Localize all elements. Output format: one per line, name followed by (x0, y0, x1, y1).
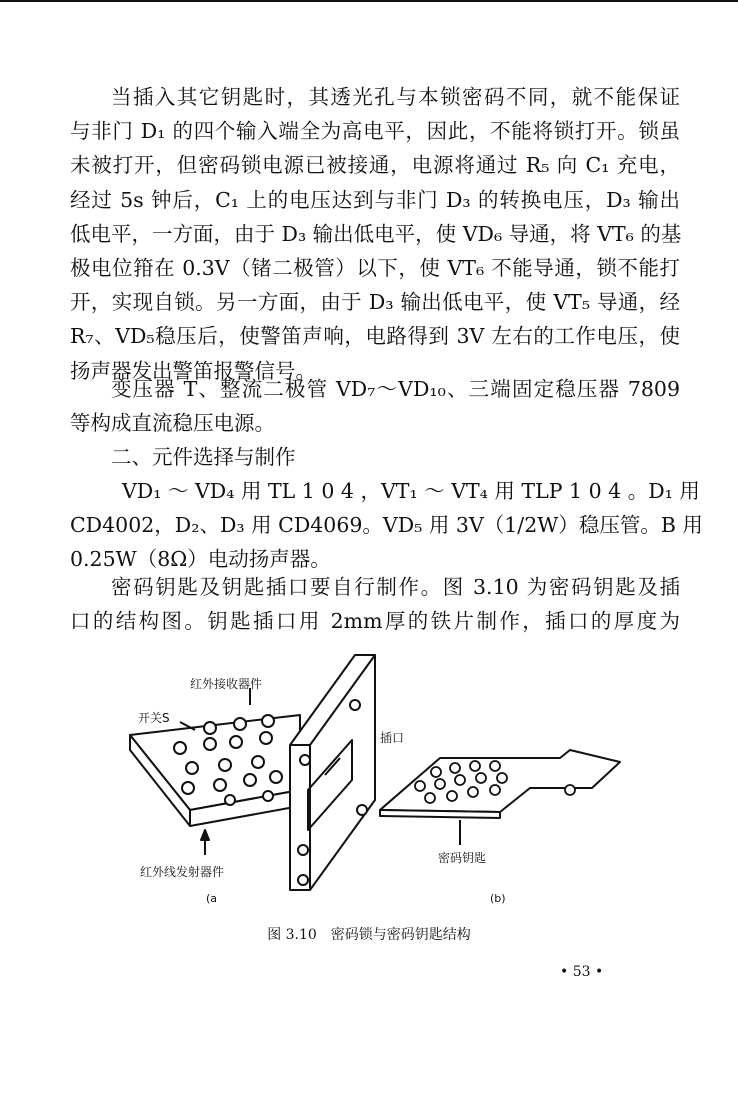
text-line: 经过 5s 钟后，C₁ 上的电压达到与非门 D₃ 的转换电压，D₃ 输出 (70, 187, 680, 212)
text-line: 扬声器发出警笛报警信号。 (70, 358, 316, 383)
text-line: 开，实现自锁。另一方面，由于 D₃ 输出低电平，使 VT₅ 导通，经 (70, 290, 680, 315)
label-switch: 开关S (138, 711, 170, 725)
text-line: CD4002，D₂、D₃ 用 CD4069。VD₅ 用 3V（1/2W）稳压管。B 用 (70, 513, 703, 538)
figure-3-10 (100, 650, 660, 915)
text-line: 未被打开，但密码锁电源已被接通，电源将通过 R₅ 向 C₁ 充电， (70, 153, 680, 178)
heading-text: 二、元件选择与制作 (111, 445, 296, 469)
text-line: 低电平，一方面，由于 D₃ 输出低电平，使 VD₆ 导通，将 VT₆ 的基 (70, 221, 682, 246)
label-sub-a: (a (206, 892, 218, 905)
text-line: 变压器 T、整流二极管 VD₇～VD₁₀、三端固定稳压器 7809 (111, 377, 680, 401)
label-sub-b: (b) (490, 892, 506, 905)
text-line: 0.25W（8Ω）电动扬声器。 (70, 547, 331, 572)
paragraph-2 (70, 372, 680, 440)
paragraph-3 (70, 474, 703, 577)
paragraph-1 (70, 80, 680, 388)
text-line: 当插入其它钥匙时，其透光孔与本锁密码不同，就不能保证 (111, 85, 680, 109)
label-key: 密码钥匙 (438, 851, 487, 865)
text-line: 等构成直流稳压电源。 (70, 411, 275, 436)
text-line: 与非门 D₁ 的四个输入端全为高电平，因此，不能将锁打开。锁虽 (70, 119, 680, 144)
label-receiver: 红外接收器件 (190, 677, 263, 691)
text-line: R₇、VD₅稳压后，使警笛声响，电路得到 3V 左右的工作电压，使 (70, 324, 680, 349)
text-line: VD₁ ～ VD₄ 用 TL 1 0 4 ，VT₁ ～ VT₄ 用 TLP 1 0 4 。D₁ 用 (122, 479, 700, 503)
label-emitter: 红外线发射器件 (140, 865, 225, 879)
text-line: 极电位箝在 0.3V（锗二极管）以下，使 VT₆ 不能导通，锁不能打 (70, 256, 680, 281)
figure-caption: 图 3.10 密码锁与密码钥匙结构 (267, 927, 471, 943)
lock-key-diagram (100, 650, 660, 915)
text-line: 密码钥匙及钥匙插口要自行制作。图 3.10 为密码钥匙及插 (111, 575, 680, 599)
label-slot: 插口 (380, 731, 405, 745)
page-number: • 53 • (560, 964, 604, 980)
section-heading (70, 440, 680, 474)
paragraph-4 (70, 570, 680, 638)
text-line: 口的结构图。钥匙插口用 2mm厚的铁片制作，插口的厚度为 (70, 609, 680, 634)
top-rule (0, 0, 738, 2)
